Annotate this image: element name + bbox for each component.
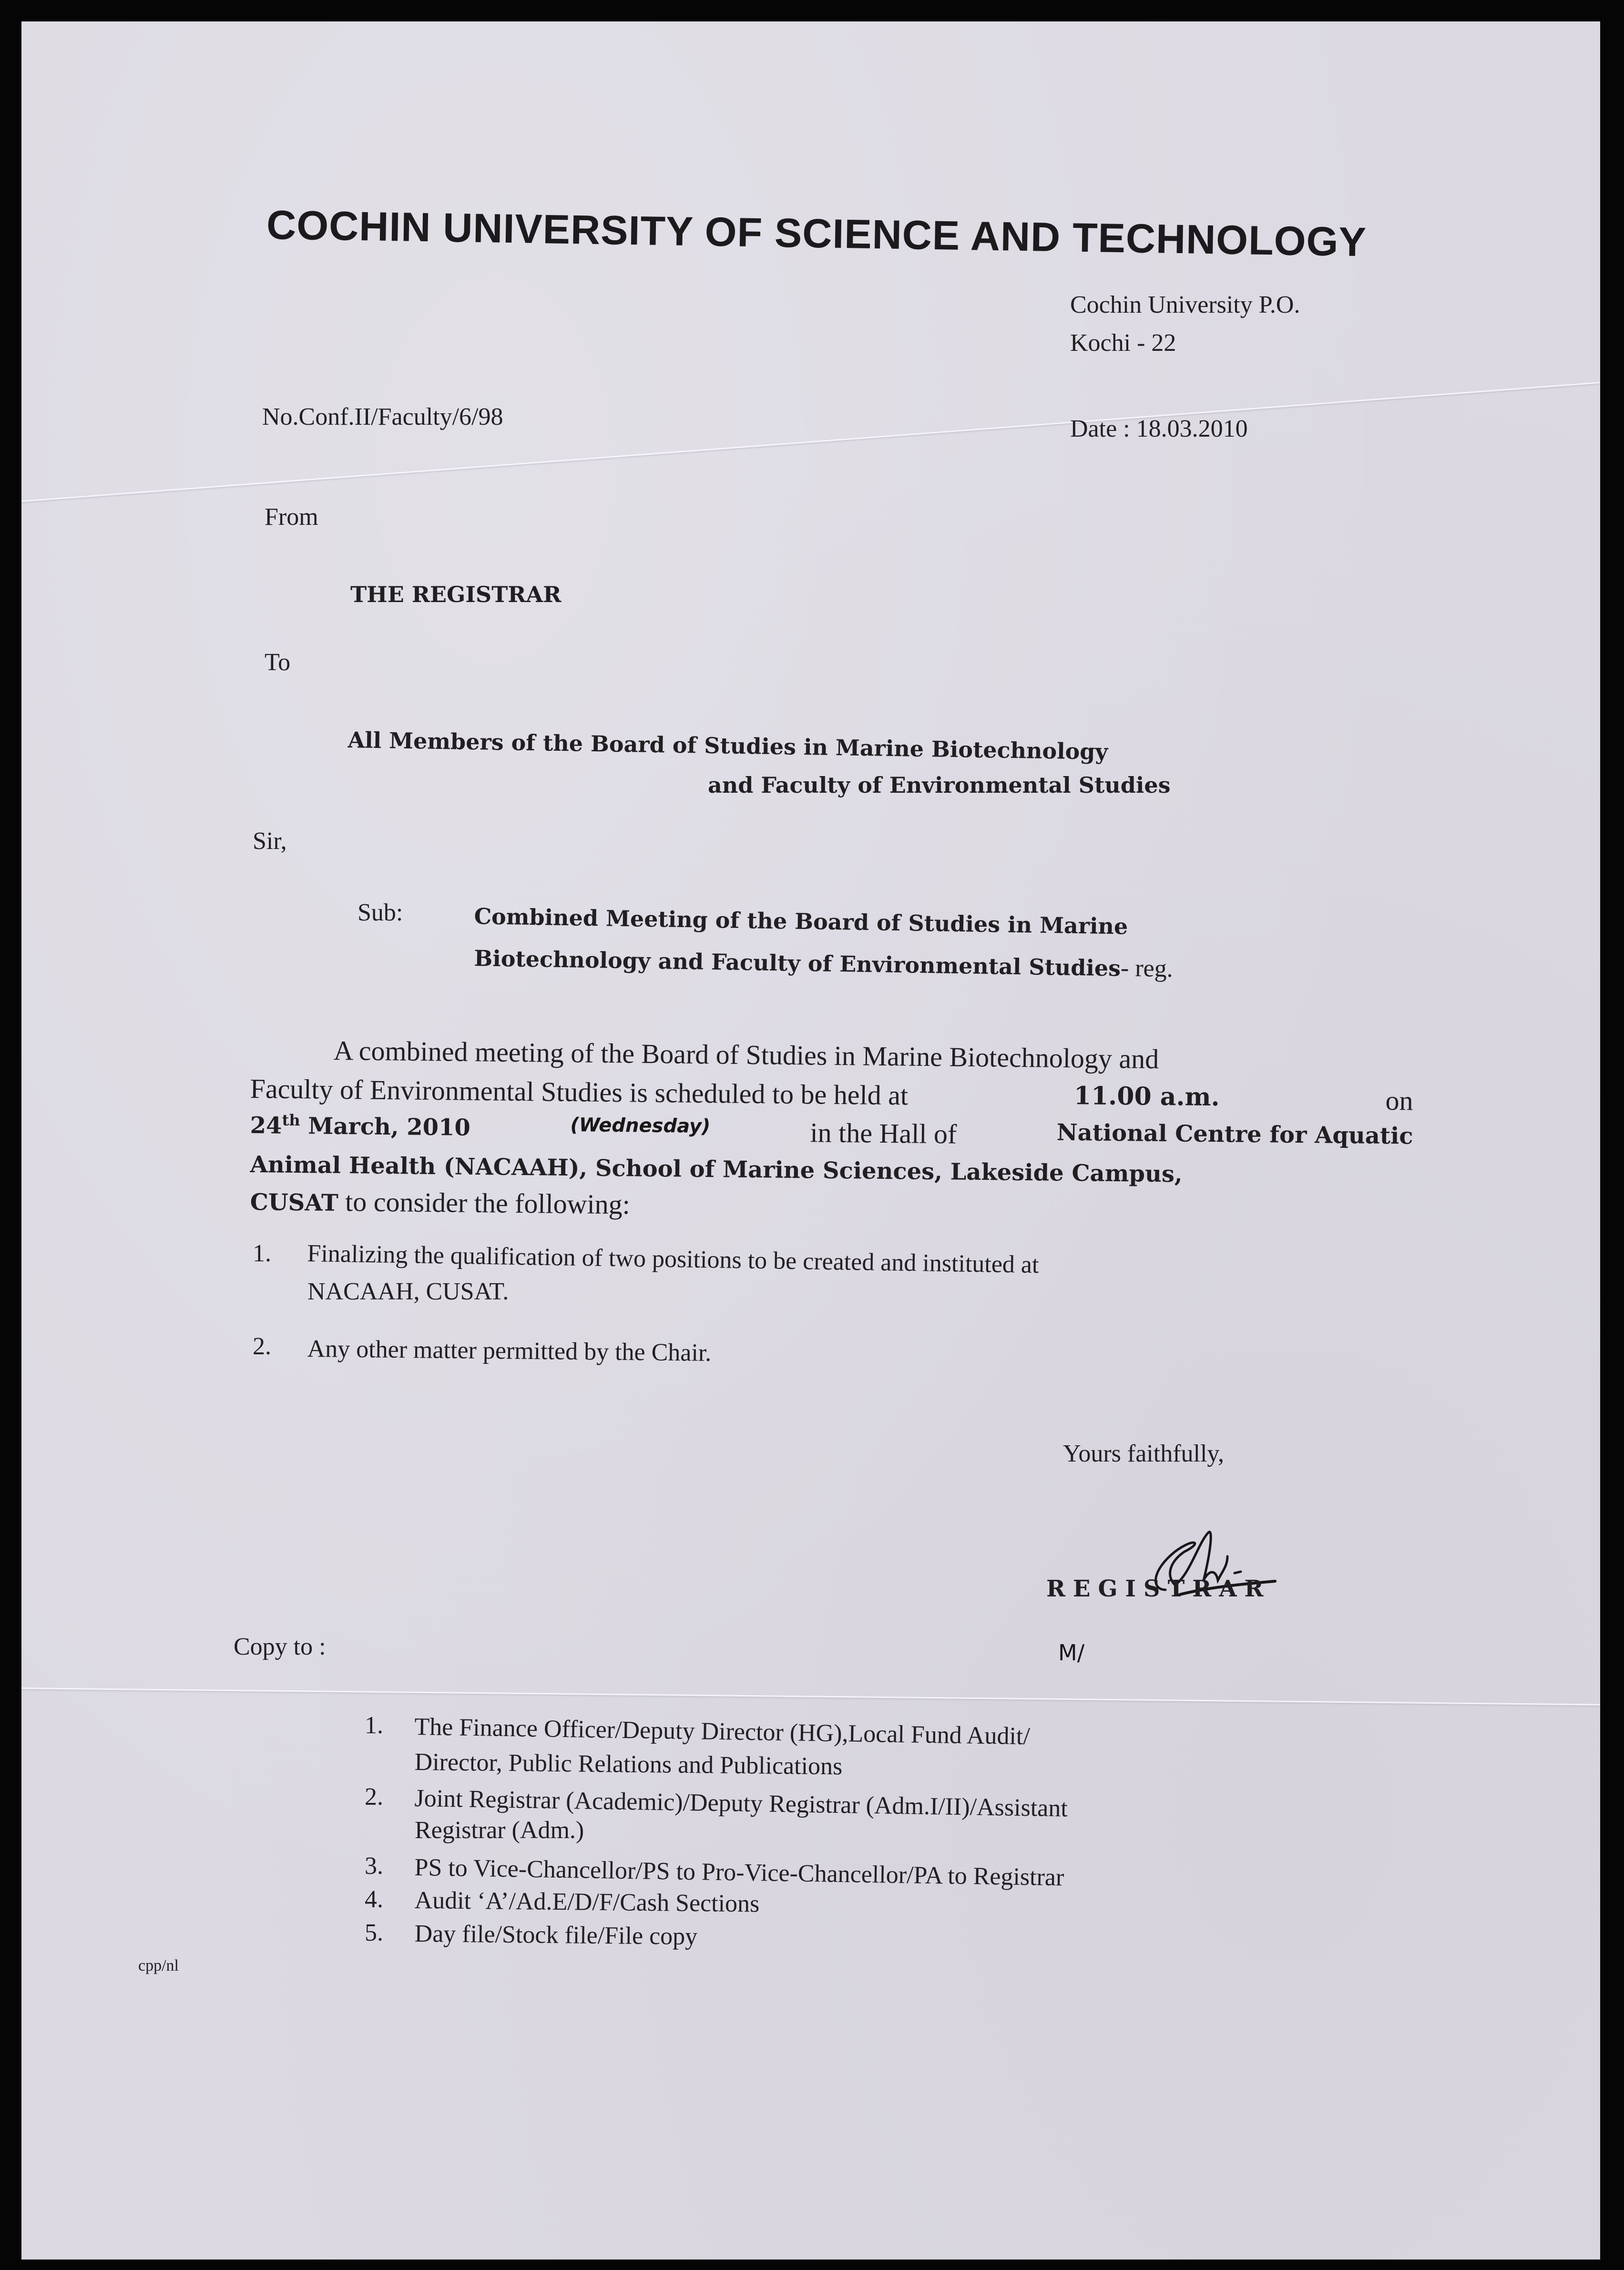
venue-line-2: Animal Health (NACAAH), School of Marine Sciences, Lakeside Campus, xyxy=(250,1151,1183,1188)
body-line-5 xyxy=(250,1185,630,1220)
body-line-1 xyxy=(333,1034,1159,1075)
institution-title: COCHIN UNIVERSITY OF SCIENCE AND TECHNOLOGY xyxy=(266,202,1367,266)
fold-crease-bottom xyxy=(21,1687,1600,1706)
to-label: To xyxy=(265,649,291,676)
letter-page xyxy=(21,21,1600,2260)
copy-item-3-line-1: PS to Vice-Chancellor/PS to Pro-Vice-Chancellor/PA to Registrar xyxy=(414,1853,1064,1892)
from-name: THE REGISTRAR xyxy=(350,582,562,607)
subject-line-1: Combined Meeting of the Board of Studies in Marine xyxy=(474,903,1128,940)
subject-line-2 xyxy=(474,944,1173,983)
address-line-2: Kochi - 22 xyxy=(1070,329,1176,357)
copy-item-1-line-1: The Finance Officer/Deputy Director (HG),Local Fund Audit/ xyxy=(414,1713,1031,1750)
body-line-5-bold: CUSAT xyxy=(250,1188,338,1217)
meeting-day-suffix: th xyxy=(282,1111,300,1130)
agenda-item-1-line-2: NACAAH, CUSAT. xyxy=(307,1278,509,1305)
agenda-item-1-number: 1. xyxy=(253,1240,271,1267)
meeting-month-year: March, 2010 xyxy=(307,1113,471,1141)
copy-item-4-number: 4. xyxy=(365,1886,383,1913)
copy-item-1-number: 1. xyxy=(365,1712,383,1739)
copy-item-2-number: 2. xyxy=(365,1783,383,1810)
recipient-line-2: and Faculty of Environmental Studies xyxy=(708,772,1171,798)
meeting-date xyxy=(250,1111,470,1145)
handwritten-initial-mark: M/ xyxy=(1058,1640,1085,1666)
copy-item-5-number: 5. xyxy=(365,1919,383,1946)
address-line-1: Cochin University P.O. xyxy=(1070,291,1300,318)
recipient-line-1: All Members of the Board of Studies in Marine Biotechnology xyxy=(347,727,1108,765)
copy-item-2-line-1: Joint Registrar (Academic)/Deputy Registrar (Adm.I/II)/Assistant xyxy=(414,1784,1068,1822)
copy-item-3-number: 3. xyxy=(365,1852,383,1880)
meeting-day-number: 24 xyxy=(250,1112,282,1139)
copy-item-2-line-2: Registrar (Adm.) xyxy=(415,1817,584,1844)
closing: Yours faithfully, xyxy=(1063,1440,1225,1467)
copy-item-5-line-1: Day file/Stock file/File copy xyxy=(414,1920,698,1951)
body-line-3 xyxy=(250,1111,1413,1155)
body-line-2-post: on xyxy=(1385,1084,1413,1116)
subject-label: Sub: xyxy=(357,899,403,926)
meeting-time: 11.00 a.m. xyxy=(1073,1081,1220,1112)
body-line-5-rest: to consider the following: xyxy=(345,1186,631,1220)
letter-date: Date : 18.03.2010 xyxy=(1070,415,1248,442)
from-label: From xyxy=(265,503,318,531)
subject-suffix: - reg. xyxy=(1120,954,1174,983)
venue-line-1: National Centre for Aquatic xyxy=(1056,1119,1413,1150)
body-line-1-text: A combined meeting of the Board of Studies in Marine Biotechnology and xyxy=(333,1035,1159,1075)
copy-item-4-line-1: Audit ‘A’/Ad.E/D/F/Cash Sections xyxy=(414,1887,760,1918)
salutation: Sir, xyxy=(253,828,287,855)
reference-number: No.Conf.II/Faculty/6/98 xyxy=(262,403,503,430)
signatory-title: REGISTRAR xyxy=(1046,1575,1271,1602)
body-line-2 xyxy=(250,1073,1413,1117)
handwritten-weekday: (Wednesday) xyxy=(570,1114,711,1138)
subject-line-2-bold: Biotechnology and Faculty of Environmental Studies xyxy=(474,945,1121,982)
initials-footer: cpp/nl xyxy=(138,1957,179,1974)
fold-crease-top xyxy=(21,382,1600,502)
copy-item-1-line-2: Director, Public Relations and Publications xyxy=(414,1749,843,1780)
copy-to-label: Copy to : xyxy=(234,1633,326,1660)
agenda-item-2-number: 2. xyxy=(253,1333,271,1360)
body-line-3-mid: in the Hall of xyxy=(810,1117,957,1150)
agenda-item-1-line-1: Finalizing the qualification of two positions to be created and instituted at xyxy=(307,1239,1039,1279)
agenda-item-2-line-1: Any other matter permitted by the Chair. xyxy=(307,1335,712,1367)
body-line-2-pre: Faculty of Environmental Studies is scheduled to be held at xyxy=(250,1073,909,1111)
